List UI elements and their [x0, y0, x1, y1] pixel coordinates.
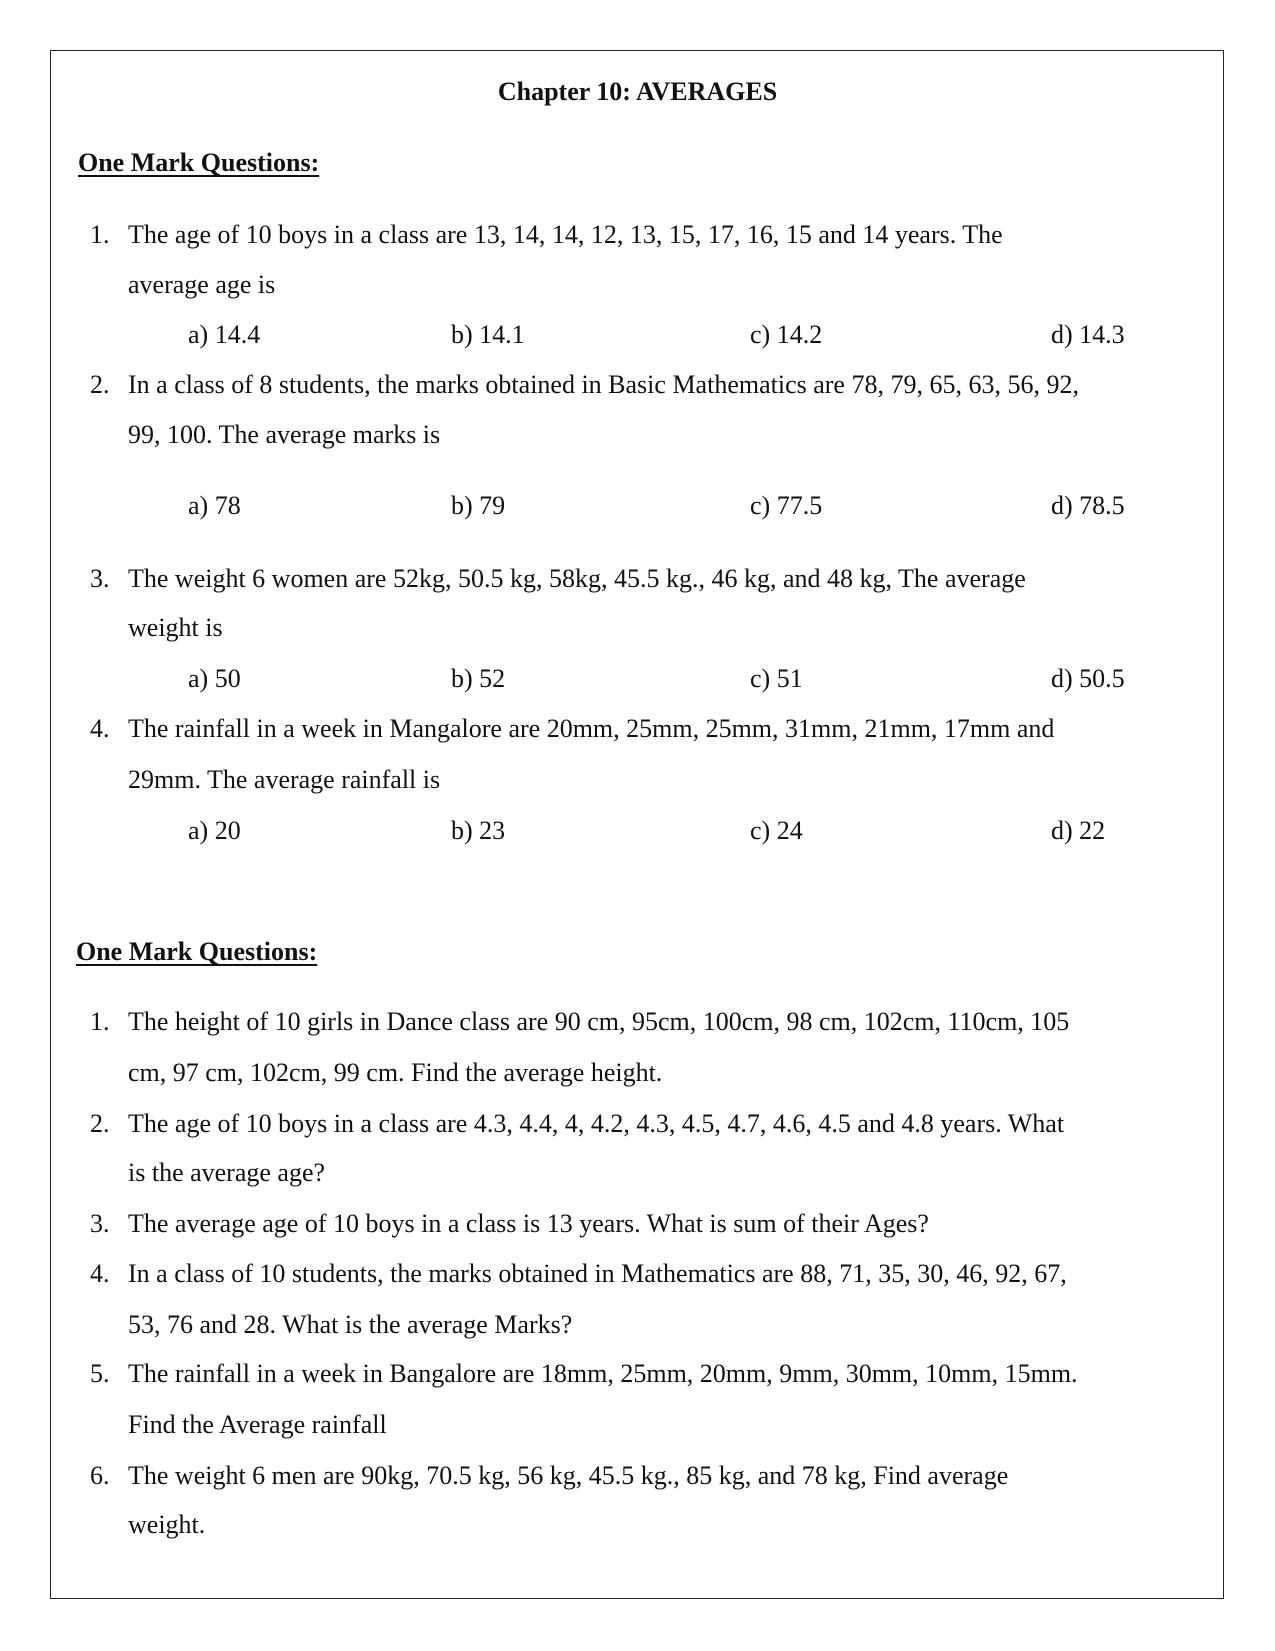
question-text: weight is: [128, 613, 223, 642]
question-number: 3.: [90, 564, 110, 593]
answer-option: c) 24: [750, 816, 803, 845]
question-text: is the average age?: [128, 1158, 326, 1187]
answer-option: c) 51: [750, 664, 803, 693]
answer-option: b) 14.1: [451, 320, 525, 349]
question-text: cm, 97 cm, 102cm, 99 cm. Find the average height.: [128, 1058, 663, 1087]
question-number: 4.: [90, 714, 110, 743]
question-number: 1.: [90, 1007, 110, 1036]
answer-option: d) 78.5: [1051, 491, 1125, 520]
answer-option: a) 14.4: [188, 320, 261, 349]
answer-option: b) 79: [451, 491, 506, 520]
answer-option: c) 14.2: [750, 320, 823, 349]
section-heading-1: One Mark Questions:: [78, 148, 320, 177]
question-number: 4.: [90, 1259, 110, 1288]
section-heading-2: One Mark Questions:: [76, 937, 318, 966]
question-number: 5.: [90, 1359, 110, 1388]
answer-option: d) 14.3: [1051, 320, 1125, 349]
answer-option: c) 77.5: [750, 491, 823, 520]
answer-option: b) 52: [451, 664, 506, 693]
question-number: 6.: [90, 1461, 110, 1490]
question-text: In a class of 8 students, the marks obtained in Basic Mathematics are 78, 79, 65, 63, 56, 92,: [128, 370, 1079, 399]
question-text: In a class of 10 students, the marks obtained in Mathematics are 88, 71, 35, 30, 46, 92, 67,: [128, 1259, 1067, 1288]
answer-option: d) 50.5: [1051, 664, 1125, 693]
question-number: 2.: [90, 1109, 110, 1138]
question-text: The rainfall in a week in Bangalore are 18mm, 25mm, 20mm, 9mm, 30mm, 10mm, 15mm.: [128, 1359, 1078, 1388]
question-text: The height of 10 girls in Dance class are 90 cm, 95cm, 100cm, 98 cm, 102cm, 110cm, 105: [128, 1007, 1070, 1036]
question-text: 99, 100. The average marks is: [128, 420, 441, 449]
question-text: The rainfall in a week in Mangalore are 20mm, 25mm, 25mm, 31mm, 21mm, 17mm and: [128, 714, 1055, 743]
question-text: Find the Average rainfall: [128, 1410, 387, 1439]
question-text: 29mm. The average rainfall is: [128, 765, 441, 794]
question-text: The weight 6 women are 52kg, 50.5 kg, 58kg, 45.5 kg., 46 kg, and 48 kg, The average: [128, 564, 1026, 593]
chapter-title: Chapter 10: AVERAGES: [497, 77, 778, 106]
question-text: The age of 10 boys in a class are 4.3, 4.4, 4, 4.2, 4.3, 4.5, 4.7, 4.6, 4.5 and 4.8 years. What: [128, 1109, 1065, 1138]
question-number: 2.: [90, 370, 110, 399]
answer-option: a) 50: [188, 664, 241, 693]
question-number: 3.: [90, 1209, 110, 1238]
question-number: 1.: [90, 220, 110, 249]
question-text: weight.: [128, 1510, 206, 1539]
answer-option: b) 23: [451, 816, 506, 845]
question-text: average age is: [128, 270, 276, 299]
answer-option: a) 20: [188, 816, 241, 845]
answer-option: d) 22: [1051, 816, 1106, 845]
question-text: The weight 6 men are 90kg, 70.5 kg, 56 kg, 45.5 kg., 85 kg, and 78 kg, Find average: [128, 1461, 1009, 1490]
answer-option: a) 78: [188, 491, 241, 520]
question-text: 53, 76 and 28. What is the average Marks?: [128, 1310, 573, 1339]
question-text: The age of 10 boys in a class are 13, 14, 14, 12, 13, 15, 17, 16, 15 and 14 years. The: [128, 220, 1003, 249]
question-text: The average age of 10 boys in a class is 13 years. What is sum of their Ages?: [128, 1209, 929, 1238]
